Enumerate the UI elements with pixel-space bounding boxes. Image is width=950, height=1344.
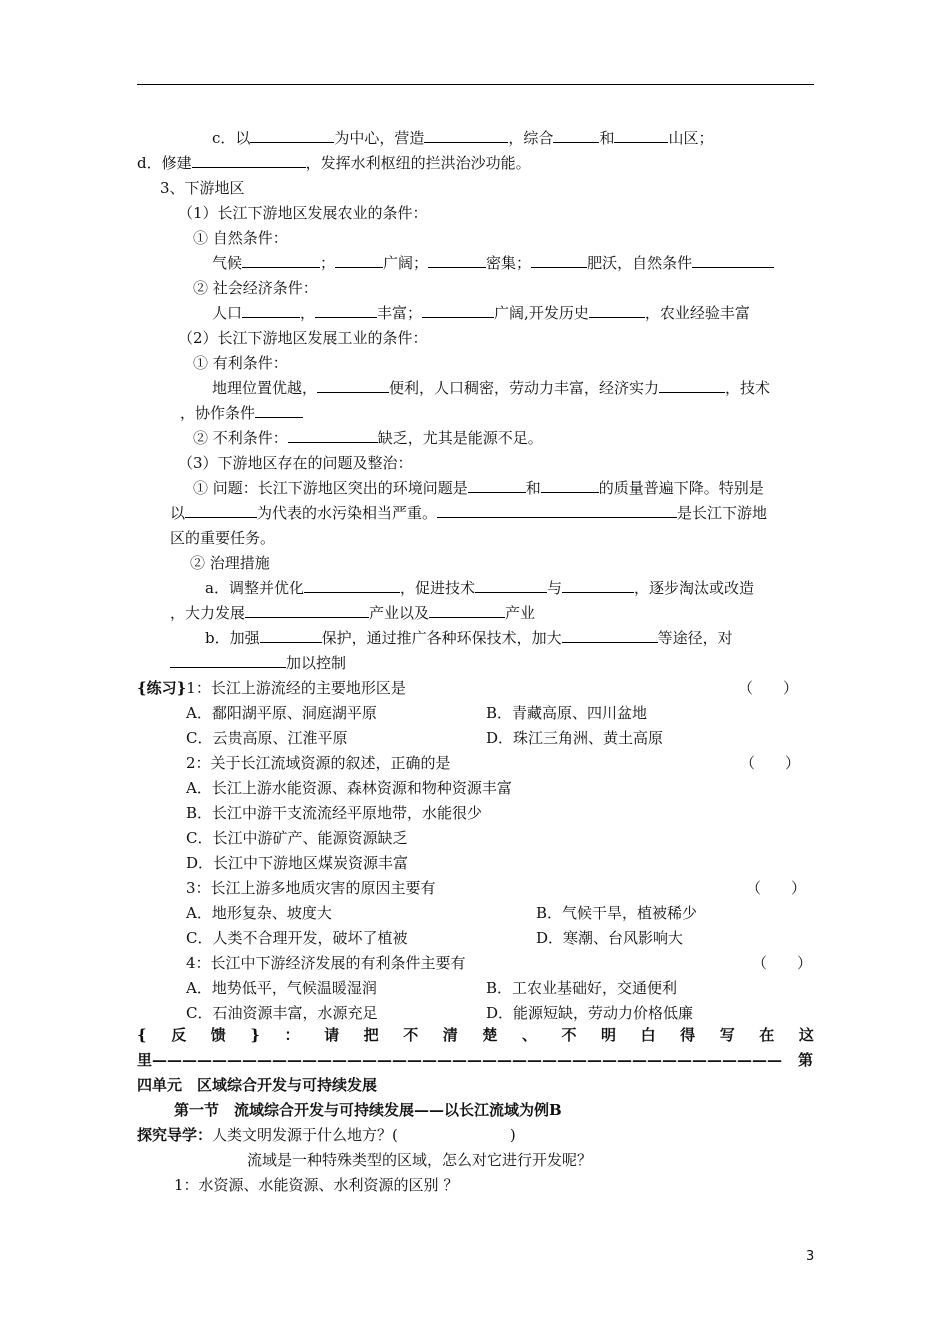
option-a: A．地势低平，气候温暖湿润	[186, 979, 377, 997]
guide-line	[137, 1125, 516, 1145]
feedback-char: 反	[171, 1026, 187, 1044]
fill-blank	[335, 253, 383, 268]
subheading: （2）长江下游地区发展工业的条件：	[178, 329, 428, 347]
feedback-char: 写	[719, 1026, 735, 1044]
text: 为中心，营造	[334, 129, 425, 147]
text-line	[193, 478, 764, 498]
fill-blank	[242, 253, 320, 268]
fill-blank	[562, 628, 658, 643]
feedback-char: 不	[403, 1026, 419, 1044]
text-line	[212, 253, 774, 273]
fill-blank	[288, 428, 378, 443]
fill-blank	[614, 128, 668, 143]
option-a: A．长江上游水能资源、森林资源和物种资源丰富	[186, 779, 512, 797]
feedback-char: 楚	[482, 1026, 498, 1044]
dash-line: ——————————————————————————————————————————	[152, 1051, 783, 1069]
text: 加以控制	[286, 654, 347, 672]
question-text: 人类文明发源于什么地方？(	[212, 1126, 398, 1144]
text: ② 不利条件：	[193, 429, 288, 447]
feedback-char: 请	[324, 1026, 340, 1044]
text: ；	[320, 254, 336, 272]
option-a: A．鄱阳湖平原、洞庭湖平原	[186, 704, 377, 722]
text: 地理位置优越，	[212, 379, 318, 397]
option-d: D．珠江三角洲、黄土高原	[486, 729, 664, 747]
question-text: 1：长江上游流经的主要地形区是	[186, 679, 406, 697]
exercise-label: {练习}	[137, 679, 187, 697]
text: 等途径，对	[657, 629, 733, 647]
text: 产业以及	[369, 604, 430, 622]
unit-title: 四单元 区域综合开发与可持续发展	[137, 1076, 378, 1094]
text-line	[170, 653, 346, 673]
section-title: 第一节 流域综合开发与可持续发展——以长江流域为例B	[174, 1101, 562, 1119]
text: 保护，通过推广各种环保技术，加大	[321, 629, 562, 647]
text: )	[509, 1126, 516, 1144]
text: ① 问题：长江下游地区突出的环境问题是	[193, 479, 468, 497]
fill-blank	[422, 303, 494, 318]
fill-blank	[437, 503, 677, 518]
fill-blank	[170, 653, 286, 668]
text: 产业	[505, 604, 536, 622]
text: ，促进技术	[399, 579, 475, 597]
option-c: C．石油资源丰富，水源充足	[186, 1004, 378, 1022]
fill-blank	[424, 128, 508, 143]
fill-blank	[260, 628, 322, 643]
text: ，发挥水利枢纽的拦洪治沙功能。	[305, 154, 531, 172]
option-d: D．能源短缺，劳动力价格低廉	[486, 1004, 694, 1022]
feedback-line-2-tail: 第	[798, 1051, 814, 1069]
fill-blank	[304, 578, 400, 593]
option-a: A．地形复杂、坡度大	[186, 904, 332, 922]
text-line	[212, 303, 750, 323]
text: 与	[546, 579, 562, 597]
header-rule	[137, 84, 814, 85]
option-c: C．人类不合理开发，破坏了植被	[186, 929, 408, 947]
feedback-char: }	[250, 1026, 260, 1044]
text: 里	[137, 1051, 153, 1069]
feedback-char: 馈	[210, 1026, 226, 1044]
text: 以	[170, 504, 186, 522]
fill-blank	[250, 128, 334, 143]
subheading: ① 自然条件：	[193, 229, 288, 247]
text-line	[170, 503, 767, 523]
text-line	[212, 378, 770, 398]
feedback-char: 清	[442, 1026, 458, 1044]
option-d: D．寒潮、台风影响大	[536, 929, 684, 947]
text: 为代表的水污染相当严重。	[257, 504, 438, 522]
fill-blank	[255, 403, 303, 418]
fill-blank	[185, 503, 257, 518]
text-line: 区的重要任务。	[170, 529, 276, 547]
exercise-q3-stem: 3：长江上游多地质灾害的原因主要有	[186, 879, 436, 897]
text: 密集；	[486, 254, 532, 272]
subheading: ② 治理措施	[190, 554, 270, 572]
exercise-q4-stem: 4：长江中下游经济发展的有利条件主要有	[186, 954, 466, 972]
text-line	[212, 128, 713, 148]
option-b: B．青藏高原、四川盆地	[486, 704, 648, 722]
text: 广阔；	[383, 254, 429, 272]
feedback-char: 白	[640, 1026, 656, 1044]
text: 的质量普遍下降。特别是	[598, 479, 764, 497]
text: ，	[300, 304, 316, 322]
exercise-q1-stem	[137, 678, 406, 698]
fill-blank	[315, 303, 377, 318]
text: c．以	[212, 129, 251, 147]
fill-blank	[541, 478, 599, 493]
text-line	[205, 628, 733, 648]
feedback-char: {	[137, 1026, 147, 1044]
option-c: C．长江中游矿产、能源资源缺乏	[186, 829, 408, 847]
exercise-q2-stem: 2：关于长江流域资源的叙述，正确的是	[186, 754, 451, 772]
text: 缺乏，尤其是能源不足。	[377, 429, 543, 447]
text: 和	[599, 129, 615, 147]
text: a．调整并优化	[205, 579, 304, 597]
option-d: D．长江中下游地区煤炭资源丰富	[186, 854, 409, 872]
text-line	[193, 428, 543, 448]
text: 肥沃，自然条件	[587, 254, 693, 272]
page-number: 3	[806, 1249, 815, 1264]
fill-blank	[245, 603, 369, 618]
text: d．修建	[137, 154, 192, 172]
feedback-line	[137, 1025, 814, 1045]
fill-blank	[553, 128, 599, 143]
fill-blank	[317, 378, 389, 393]
text: ，农业经验丰富	[644, 304, 750, 322]
text: 人口	[212, 304, 243, 322]
text: ，协作条件	[180, 404, 256, 422]
text: 丰富；	[377, 304, 423, 322]
text: 山区；	[668, 129, 714, 147]
guide-line-3: 1：水资源、水能资源、水利资源的区别 ？	[174, 1176, 459, 1194]
text: 广阔,开发历史	[494, 304, 589, 322]
answer-paren: （ ）	[752, 954, 813, 972]
answer-paren: （ ）	[740, 754, 801, 772]
text: 是长江下游地	[677, 504, 768, 522]
fill-blank	[468, 478, 526, 493]
feedback-char: ：	[284, 1026, 300, 1044]
feedback-char: 得	[680, 1026, 696, 1044]
fill-blank	[428, 253, 486, 268]
subheading: ① 有利条件：	[193, 354, 288, 372]
guide-line-2: 流域是一种特殊类型的区域，怎么对它进行开发呢？	[247, 1151, 593, 1169]
text: ，大力发展	[170, 604, 246, 622]
text: ，综合	[508, 129, 554, 147]
option-b: B．工农业基础好，交通便利	[486, 979, 678, 997]
fill-blank	[692, 253, 774, 268]
text-line	[137, 153, 531, 173]
feedback-char: 、	[521, 1026, 537, 1044]
option-b: B．长江中游干支流流经平原地带，水能很少	[186, 804, 483, 822]
subheading: ② 社会经济条件：	[193, 279, 318, 297]
text: b．加强	[205, 629, 260, 647]
heading-downstream: 3、下游地区	[160, 179, 245, 197]
text-line	[180, 403, 303, 423]
feedback-char: 这	[798, 1026, 814, 1044]
feedback-char: 把	[363, 1026, 379, 1044]
feedback-char: 不	[561, 1026, 577, 1044]
fill-blank	[562, 578, 634, 593]
text-line	[170, 603, 535, 623]
subheading: （1）长江下游地区发展农业的条件：	[178, 204, 428, 222]
text: ，逐步淘汰或改造	[633, 579, 754, 597]
answer-paren: （ ）	[746, 879, 807, 897]
fill-blank	[429, 603, 505, 618]
fill-blank	[659, 378, 725, 393]
fill-blank	[589, 303, 645, 318]
text: ，技术	[725, 379, 771, 397]
fill-blank	[531, 253, 587, 268]
text: 气候	[212, 254, 243, 272]
answer-paren: （ ）	[738, 679, 799, 697]
fill-blank	[242, 303, 300, 318]
feedback-char: 在	[759, 1026, 775, 1044]
text: 和	[525, 479, 541, 497]
option-b: B．气候干旱，植被稀少	[536, 904, 698, 922]
text: 便利，人口稠密，劳动力丰富，经济实力	[389, 379, 660, 397]
option-c: C．云贵高原、江淮平原	[186, 729, 348, 747]
subheading: （3）下游地区存在的问题及整治：	[178, 454, 413, 472]
fill-blank	[192, 153, 306, 168]
guide-label: 探究导学：	[137, 1126, 213, 1144]
feedback-line-2	[137, 1050, 783, 1070]
fill-blank	[475, 578, 547, 593]
feedback-char: 明	[601, 1026, 617, 1044]
text-line	[205, 578, 754, 598]
